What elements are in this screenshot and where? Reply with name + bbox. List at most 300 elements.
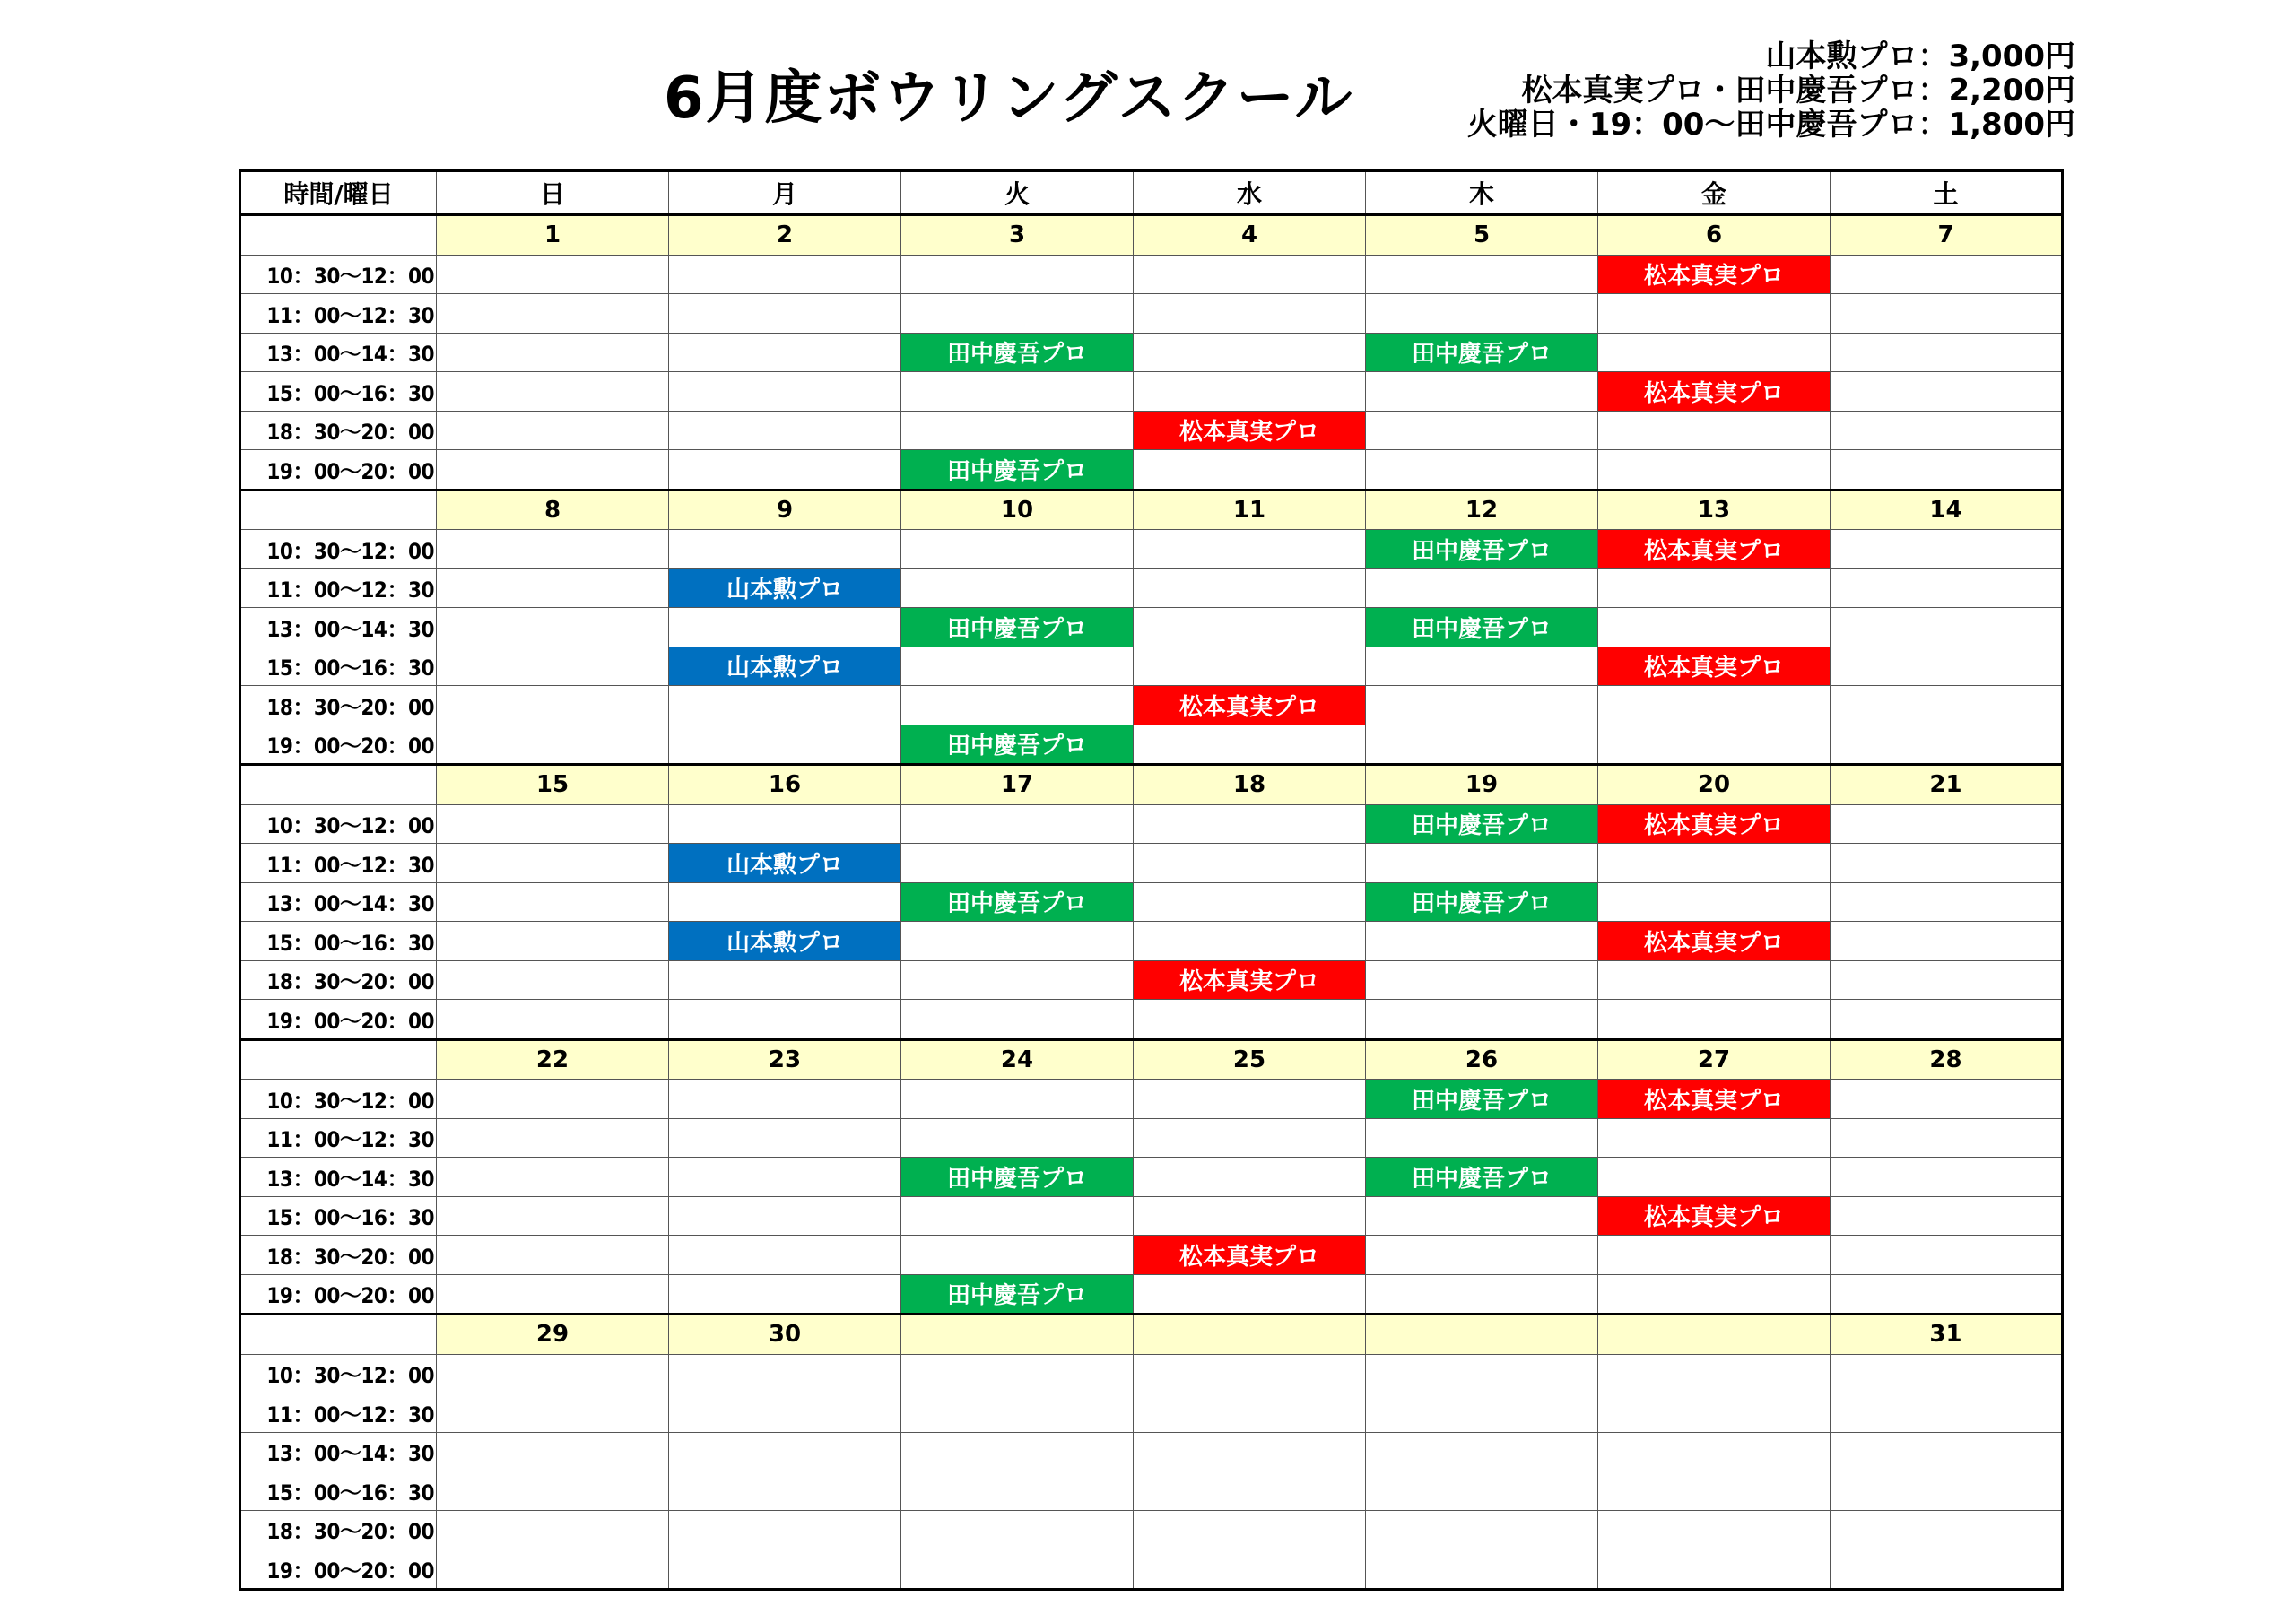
empty-slot-cell [1598, 333, 1831, 372]
empty-slot-cell [669, 530, 901, 569]
empty-slot-cell [1831, 725, 2063, 765]
time-slot-row [240, 804, 2063, 844]
empty-slot-cell [1831, 1274, 2063, 1315]
date-cell: 20 [1598, 765, 1831, 805]
empty-slot-cell [437, 1158, 669, 1197]
time-slot-label: 19：00～20：00 [240, 1549, 437, 1590]
empty-slot-cell [1598, 450, 1831, 490]
time-slot-label: 18：30～20：00 [240, 1510, 437, 1549]
empty-slot-cell [437, 844, 669, 883]
week-label-cell [240, 765, 437, 805]
date-cell: 21 [1831, 765, 2063, 805]
empty-slot-cell [1598, 608, 1831, 647]
empty-slot-cell [1134, 1549, 1366, 1590]
time-slot-label: 11：00～12：30 [240, 1393, 437, 1433]
empty-slot-cell [437, 725, 669, 765]
date-cell: 14 [1831, 490, 2063, 530]
empty-slot-cell [437, 960, 669, 1000]
empty-slot-cell [669, 960, 901, 1000]
day-header-tue: 火 [901, 171, 1134, 215]
empty-slot-cell [437, 804, 669, 844]
time-slot-label: 10：30～12：00 [240, 255, 437, 294]
empty-slot-cell [437, 922, 669, 961]
empty-slot-cell [901, 1471, 1134, 1511]
lesson-cell: 山本勲プロ [669, 922, 901, 961]
date-cell: 1 [437, 215, 669, 256]
time-slot-row [240, 1510, 2063, 1549]
date-cell: 29 [437, 1315, 669, 1355]
lesson-cell: 田中慶吾プロ [1366, 804, 1598, 844]
empty-slot-cell [669, 1000, 901, 1040]
empty-slot-cell [669, 1354, 901, 1393]
time-slot-row [240, 1393, 2063, 1433]
empty-slot-cell [1831, 647, 2063, 686]
time-slot-label: 18：30～20：00 [240, 960, 437, 1000]
time-slot-row [240, 1118, 2063, 1158]
empty-slot-cell [1366, 372, 1598, 412]
empty-slot-cell [669, 725, 901, 765]
date-cell: 15 [437, 765, 669, 805]
empty-slot-cell [437, 568, 669, 608]
empty-slot-cell [1831, 1393, 2063, 1433]
price-line-matsumoto-tanaka: 松本真実プロ・田中慶吾プロ：2,200円 [1521, 73, 2075, 108]
header-corner: 時間/曜日 [240, 171, 437, 215]
empty-slot-cell [1831, 686, 2063, 725]
empty-slot-cell [901, 1393, 1134, 1433]
empty-slot-cell [1134, 1471, 1366, 1511]
week-label-cell [240, 1315, 437, 1355]
header-row [240, 171, 2063, 215]
empty-slot-cell [437, 1393, 669, 1433]
lesson-cell: 松本真実プロ [1598, 1080, 1831, 1119]
empty-slot-cell [1598, 1510, 1831, 1549]
lesson-cell: 松本真実プロ [1134, 686, 1366, 725]
date-cell: 25 [1134, 1039, 1366, 1080]
empty-slot-cell [437, 1118, 669, 1158]
time-slot-label: 11：00～12：30 [240, 568, 437, 608]
empty-slot-cell [901, 922, 1134, 961]
time-slot-row [240, 882, 2063, 922]
time-slot-label: 10：30～12：00 [240, 1354, 437, 1393]
empty-slot-cell [1598, 1236, 1831, 1275]
empty-slot-cell [1598, 1432, 1831, 1471]
empty-slot-cell [437, 372, 669, 412]
empty-slot-cell [1366, 1393, 1598, 1433]
empty-slot-cell [669, 372, 901, 412]
price-line-yamamoto: 山本勲プロ：3,000円 [1765, 39, 2075, 74]
time-slot-label: 19：00～20：00 [240, 725, 437, 765]
week-label-cell [240, 490, 437, 530]
date-cell: 31 [1831, 1315, 2063, 1355]
empty-slot-cell [437, 1432, 669, 1471]
empty-slot-cell [901, 1236, 1134, 1275]
empty-slot-cell [1366, 1549, 1598, 1590]
empty-slot-cell [901, 960, 1134, 1000]
empty-slot-cell [669, 1118, 901, 1158]
lesson-cell: 田中慶吾プロ [901, 1274, 1134, 1315]
empty-slot-cell [1366, 686, 1598, 725]
empty-slot-cell [1831, 1080, 2063, 1119]
empty-slot-cell [1366, 450, 1598, 490]
empty-slot-cell [901, 1196, 1134, 1236]
empty-slot-cell [901, 1000, 1134, 1040]
time-slot-label: 18：30～20：00 [240, 1236, 437, 1275]
empty-slot-cell [901, 1080, 1134, 1119]
empty-slot-cell [437, 1080, 669, 1119]
schedule-table [239, 169, 2064, 1591]
lesson-cell: 田中慶吾プロ [1366, 530, 1598, 569]
lesson-cell: 山本勲プロ [669, 844, 901, 883]
lesson-cell: 田中慶吾プロ [901, 333, 1134, 372]
empty-slot-cell [1134, 1354, 1366, 1393]
empty-slot-cell [669, 882, 901, 922]
time-slot-label: 19：00～20：00 [240, 1274, 437, 1315]
week-label-cell [240, 1039, 437, 1080]
empty-slot-cell [1134, 530, 1366, 569]
date-cell: 4 [1134, 215, 1366, 256]
empty-slot-cell [1598, 1000, 1831, 1040]
week-date-row [240, 215, 2063, 256]
empty-slot-cell [1134, 1080, 1366, 1119]
time-slot-row [240, 844, 2063, 883]
time-slot-row [240, 608, 2063, 647]
empty-slot-cell [437, 333, 669, 372]
date-cell: 5 [1366, 215, 1598, 256]
lesson-cell: 松本真実プロ [1598, 804, 1831, 844]
empty-slot-cell [669, 608, 901, 647]
day-header-fri: 金 [1598, 171, 1831, 215]
empty-slot-cell [901, 294, 1134, 334]
date-cell: 22 [437, 1039, 669, 1080]
empty-slot-cell [1598, 882, 1831, 922]
time-slot-label: 15：00～16：30 [240, 1471, 437, 1511]
empty-slot-cell [1831, 372, 2063, 412]
empty-slot-cell [901, 1510, 1134, 1549]
time-slot-row [240, 530, 2063, 569]
empty-slot-cell [1831, 922, 2063, 961]
empty-slot-cell [1134, 372, 1366, 412]
lesson-cell: 松本真実プロ [1598, 530, 1831, 569]
empty-slot-cell [1366, 255, 1598, 294]
lesson-cell: 松本真実プロ [1134, 960, 1366, 1000]
empty-slot-cell [901, 530, 1134, 569]
lesson-cell: 山本勲プロ [669, 647, 901, 686]
empty-slot-cell [1831, 1471, 2063, 1511]
time-slot-label: 11：00～12：30 [240, 844, 437, 883]
day-header-sat: 土 [1831, 171, 2063, 215]
empty-slot-cell [1366, 1471, 1598, 1511]
time-slot-row [240, 411, 2063, 450]
empty-slot-cell [1831, 1510, 2063, 1549]
page-title: 6月度ボウリングスクール [664, 65, 1354, 132]
lesson-cell: 田中慶吾プロ [901, 450, 1134, 490]
empty-slot-cell [1831, 450, 2063, 490]
empty-slot-cell [1366, 294, 1598, 334]
time-slot-label: 19：00～20：00 [240, 450, 437, 490]
time-slot-row [240, 1000, 2063, 1040]
time-slot-label: 10：30～12：00 [240, 530, 437, 569]
empty-slot-cell [901, 411, 1134, 450]
empty-slot-cell [1366, 960, 1598, 1000]
empty-slot-cell [1598, 725, 1831, 765]
time-slot-row [240, 372, 2063, 412]
empty-slot-cell [901, 568, 1134, 608]
time-slot-label: 18：30～20：00 [240, 411, 437, 450]
date-cell: 12 [1366, 490, 1598, 530]
date-cell: 11 [1134, 490, 1366, 530]
time-slot-label: 10：30～12：00 [240, 1080, 437, 1119]
empty-slot-cell [1366, 1354, 1598, 1393]
empty-slot-cell [1598, 294, 1831, 334]
empty-slot-cell [1366, 1432, 1598, 1471]
day-header-thu: 木 [1366, 171, 1598, 215]
empty-slot-cell [1134, 450, 1366, 490]
empty-slot-cell [669, 1549, 901, 1590]
empty-slot-cell [1134, 882, 1366, 922]
empty-slot-cell [1598, 1118, 1831, 1158]
empty-slot-cell [1831, 568, 2063, 608]
empty-slot-cell [901, 1354, 1134, 1393]
empty-slot-cell [1134, 1118, 1366, 1158]
date-cell: 7 [1831, 215, 2063, 256]
lesson-cell: 山本勲プロ [669, 568, 901, 608]
time-slot-row [240, 1196, 2063, 1236]
lesson-cell: 松本真実プロ [1598, 922, 1831, 961]
empty-slot-cell [669, 1393, 901, 1433]
time-slot-label: 15：00～16：30 [240, 1196, 437, 1236]
time-slot-row [240, 1236, 2063, 1275]
date-cell: 16 [669, 765, 901, 805]
empty-slot-cell [437, 1000, 669, 1040]
time-slot-row [240, 333, 2063, 372]
empty-slot-cell [1598, 1549, 1831, 1590]
empty-slot-cell [437, 255, 669, 294]
empty-slot-cell [1598, 568, 1831, 608]
empty-slot-cell [1831, 530, 2063, 569]
empty-slot-cell [437, 450, 669, 490]
lesson-cell: 松本真実プロ [1134, 1236, 1366, 1275]
empty-slot-cell [1366, 647, 1598, 686]
time-slot-row [240, 725, 2063, 765]
time-slot-label: 13：00～14：30 [240, 882, 437, 922]
empty-slot-cell [437, 1471, 669, 1511]
date-cell: 24 [901, 1039, 1134, 1080]
schedule-body [240, 215, 2063, 1590]
empty-slot-cell [1134, 1510, 1366, 1549]
time-slot-row [240, 647, 2063, 686]
time-slot-label: 15：00～16：30 [240, 647, 437, 686]
time-slot-row [240, 255, 2063, 294]
empty-slot-cell [669, 1510, 901, 1549]
empty-slot-cell [1831, 333, 2063, 372]
empty-slot-cell [437, 411, 669, 450]
time-slot-row [240, 1354, 2063, 1393]
empty-slot-cell [1831, 1236, 2063, 1275]
empty-slot-cell [1366, 1274, 1598, 1315]
empty-slot-cell [901, 804, 1134, 844]
empty-slot-cell [1831, 804, 2063, 844]
empty-slot-cell [1831, 1000, 2063, 1040]
date-cell: 26 [1366, 1039, 1598, 1080]
date-cell: 2 [669, 215, 901, 256]
empty-slot-cell [437, 530, 669, 569]
empty-slot-cell [901, 1118, 1134, 1158]
time-slot-label: 15：00～16：30 [240, 922, 437, 961]
empty-slot-cell [1134, 1274, 1366, 1315]
empty-slot-cell [669, 450, 901, 490]
date-cell: 9 [669, 490, 901, 530]
lesson-cell: 松本真実プロ [1598, 372, 1831, 412]
empty-slot-cell [1598, 1274, 1831, 1315]
week-date-row [240, 1039, 2063, 1080]
lesson-cell: 田中慶吾プロ [1366, 882, 1598, 922]
price-list [1467, 39, 2075, 142]
empty-slot-cell [1134, 647, 1366, 686]
lesson-cell: 松本真実プロ [1598, 255, 1831, 294]
lesson-cell: 田中慶吾プロ [901, 608, 1134, 647]
empty-slot-cell [437, 1196, 669, 1236]
empty-slot-cell [669, 333, 901, 372]
time-slot-row [240, 1549, 2063, 1590]
lesson-cell: 松本真実プロ [1598, 647, 1831, 686]
time-slot-row [240, 1432, 2063, 1471]
lesson-cell: 田中慶吾プロ [901, 1158, 1134, 1197]
time-slot-label: 13：00～14：30 [240, 1432, 437, 1471]
empty-slot-cell [1831, 1118, 2063, 1158]
empty-slot-cell [1134, 333, 1366, 372]
empty-slot-cell [437, 1549, 669, 1590]
lesson-cell: 松本真実プロ [1134, 411, 1366, 450]
empty-slot-cell [1134, 255, 1366, 294]
empty-slot-cell [1831, 1549, 2063, 1590]
empty-slot-cell [1134, 608, 1366, 647]
date-cell: 3 [901, 215, 1134, 256]
time-slot-row [240, 568, 2063, 608]
date-cell: 28 [1831, 1039, 2063, 1080]
empty-slot-cell [437, 647, 669, 686]
time-slot-label: 13：00～14：30 [240, 333, 437, 372]
date-cell: 13 [1598, 490, 1831, 530]
empty-slot-cell [1366, 1236, 1598, 1275]
time-slot-label: 10：30～12：00 [240, 804, 437, 844]
empty-slot-cell [1598, 686, 1831, 725]
time-slot-row [240, 294, 2063, 334]
empty-slot-cell [669, 1236, 901, 1275]
price-line-tuesday-tanaka: 火曜日・19：00～田中慶吾プロ：1,800円 [1466, 107, 2075, 143]
empty-slot-cell [1831, 294, 2063, 334]
date-cell [1134, 1315, 1366, 1355]
date-cell: 10 [901, 490, 1134, 530]
empty-slot-cell [1598, 960, 1831, 1000]
empty-slot-cell [1831, 411, 2063, 450]
empty-slot-cell [437, 1510, 669, 1549]
empty-slot-cell [1134, 922, 1366, 961]
empty-slot-cell [1366, 1000, 1598, 1040]
empty-slot-cell [1366, 1196, 1598, 1236]
empty-slot-cell [669, 686, 901, 725]
empty-slot-cell [669, 1471, 901, 1511]
empty-slot-cell [1134, 568, 1366, 608]
date-cell [1366, 1315, 1598, 1355]
empty-slot-cell [1366, 1510, 1598, 1549]
empty-slot-cell [669, 1274, 901, 1315]
empty-slot-cell [437, 608, 669, 647]
empty-slot-cell [1366, 725, 1598, 765]
day-header-sun: 日 [437, 171, 669, 215]
empty-slot-cell [1134, 1393, 1366, 1433]
empty-slot-cell [1134, 804, 1366, 844]
empty-slot-cell [901, 1549, 1134, 1590]
empty-slot-cell [669, 411, 901, 450]
date-cell: 6 [1598, 215, 1831, 256]
lesson-cell: 田中慶吾プロ [1366, 1158, 1598, 1197]
empty-slot-cell [901, 647, 1134, 686]
date-cell: 30 [669, 1315, 901, 1355]
empty-slot-cell [669, 1158, 901, 1197]
empty-slot-cell [1831, 844, 2063, 883]
time-slot-row [240, 450, 2063, 490]
time-slot-label: 11：00～12：30 [240, 294, 437, 334]
time-slot-label: 13：00～14：30 [240, 608, 437, 647]
empty-slot-cell [1134, 294, 1366, 334]
empty-slot-cell [901, 1432, 1134, 1471]
date-cell: 17 [901, 765, 1134, 805]
lesson-cell: 田中慶吾プロ [901, 725, 1134, 765]
empty-slot-cell [1366, 411, 1598, 450]
time-slot-row [240, 960, 2063, 1000]
time-slot-row [240, 1080, 2063, 1119]
empty-slot-cell [1134, 1000, 1366, 1040]
empty-slot-cell [1366, 568, 1598, 608]
empty-slot-cell [1598, 1354, 1831, 1393]
empty-slot-cell [1831, 608, 2063, 647]
empty-slot-cell [437, 1274, 669, 1315]
day-header-mon: 月 [669, 171, 901, 215]
date-cell [901, 1315, 1134, 1355]
lesson-cell: 田中慶吾プロ [901, 882, 1134, 922]
lesson-cell: 田中慶吾プロ [1366, 333, 1598, 372]
day-header-wed: 水 [1134, 171, 1366, 215]
empty-slot-cell [437, 1236, 669, 1275]
empty-slot-cell [437, 686, 669, 725]
empty-slot-cell [1598, 844, 1831, 883]
week-date-row [240, 490, 2063, 530]
date-cell: 23 [669, 1039, 901, 1080]
time-slot-label: 18：30～20：00 [240, 686, 437, 725]
date-cell: 27 [1598, 1039, 1831, 1080]
date-cell: 19 [1366, 765, 1598, 805]
empty-slot-cell [901, 686, 1134, 725]
empty-slot-cell [669, 1196, 901, 1236]
empty-slot-cell [1366, 1118, 1598, 1158]
empty-slot-cell [1831, 1354, 2063, 1393]
date-cell [1598, 1315, 1831, 1355]
lesson-cell: 田中慶吾プロ [1366, 1080, 1598, 1119]
empty-slot-cell [437, 882, 669, 922]
time-slot-label: 19：00～20：00 [240, 1000, 437, 1040]
empty-slot-cell [1831, 1432, 2063, 1471]
empty-slot-cell [1134, 844, 1366, 883]
empty-slot-cell [1134, 1158, 1366, 1197]
date-cell: 8 [437, 490, 669, 530]
time-slot-label: 13：00～14：30 [240, 1158, 437, 1197]
lesson-cell: 松本真実プロ [1598, 1196, 1831, 1236]
empty-slot-cell [1831, 1196, 2063, 1236]
empty-slot-cell [1598, 411, 1831, 450]
empty-slot-cell [669, 804, 901, 844]
time-slot-row [240, 1158, 2063, 1197]
time-slot-row [240, 1471, 2063, 1511]
